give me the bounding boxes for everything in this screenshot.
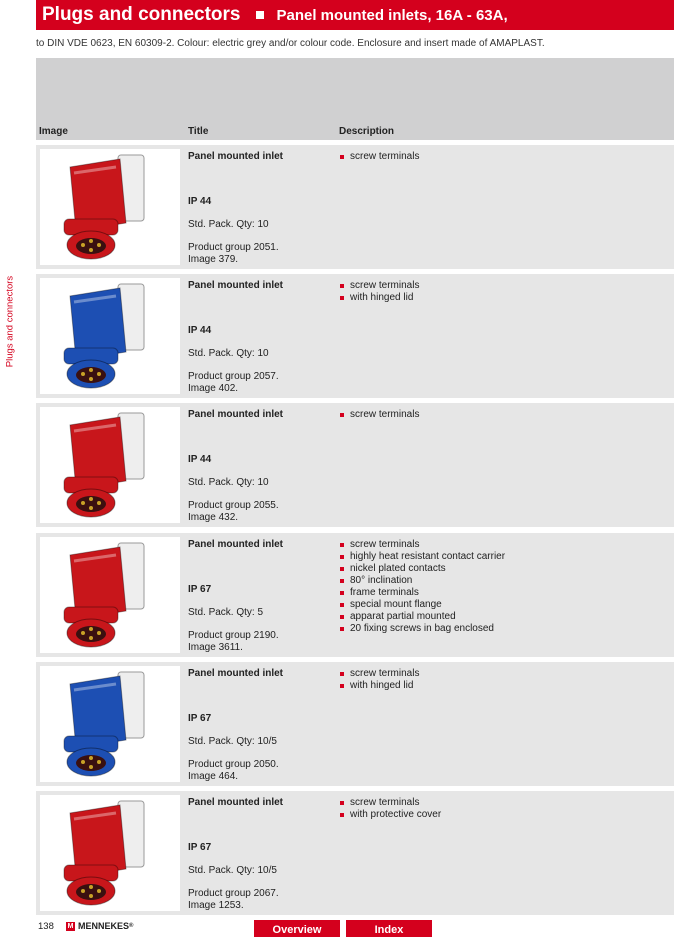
intro-text: to DIN VDE 0623, EN 60309-2. Colour: electric grey and/or colour code. Enclosure and insert made of AMAPLAST. — [36, 38, 545, 49]
description-text: apparat partial mounted — [350, 611, 456, 622]
bullet-icon — [340, 801, 344, 805]
panel-inlet-icon — [40, 795, 180, 911]
description-item — [339, 151, 419, 163]
product-title: Panel mounted inlet — [188, 409, 284, 420]
product-description — [339, 539, 505, 635]
product-ip-rating: IP 67 — [188, 713, 212, 724]
product-image-ref: Image 3611. — [188, 642, 243, 653]
product-pack-qty: Std. Pack. Qty: 10 — [188, 477, 269, 488]
product-title: Panel mounted inlet — [188, 151, 284, 162]
bullet-icon — [340, 579, 344, 583]
table-row — [36, 791, 674, 915]
panel-inlet-icon — [40, 666, 180, 782]
brand-logo-icon: M — [67, 922, 74, 930]
description-text: 20 fixing screws in bag enclosed — [350, 623, 494, 634]
description-text: screw terminals — [350, 409, 420, 420]
description-item — [339, 292, 419, 304]
header-title: Plugs and connectors — [42, 4, 241, 25]
product-group-number: Product group 2057. — [188, 371, 279, 382]
description-item — [339, 551, 505, 563]
bullet-icon — [340, 567, 344, 571]
description-text: special mount flange — [350, 599, 442, 610]
table-row — [36, 145, 674, 269]
header-band — [36, 58, 674, 122]
product-pack-qty: Std. Pack. Qty: 5 — [188, 607, 264, 618]
overview-button[interactable]: Overview — [254, 920, 340, 937]
product-group — [188, 759, 279, 783]
panel-inlet-icon — [40, 537, 180, 653]
description-item — [339, 599, 505, 611]
product-group — [188, 371, 279, 395]
product-group — [188, 242, 279, 266]
description-text: highly heat resistant contact carrier — [350, 551, 506, 562]
product-pack-qty: Std. Pack. Qty: 10/5 — [188, 865, 277, 876]
product-image-ref: Image 432. — [188, 512, 239, 523]
description-item — [339, 575, 505, 587]
product-description — [339, 280, 419, 304]
product-image-ref: Image 1253. — [188, 900, 244, 911]
description-text: nickel plated contacts — [350, 563, 446, 574]
bullet-icon — [340, 543, 344, 547]
product-ip-rating: IP 44 — [188, 454, 212, 465]
bullet-icon — [340, 684, 344, 688]
product-ip-rating: IP 67 — [188, 842, 212, 853]
bullet-icon — [340, 672, 344, 676]
bullet-icon — [340, 296, 344, 300]
product-group-number: Product group 2067. — [188, 888, 279, 899]
description-item — [339, 611, 505, 623]
description-text: with protective cover — [350, 809, 442, 820]
header-square-icon — [256, 11, 264, 19]
product-description — [339, 668, 419, 692]
product-description — [339, 409, 419, 421]
product-image — [40, 278, 180, 394]
product-group-number: Product group 2050. — [188, 759, 279, 770]
bullet-icon — [340, 591, 344, 595]
bullet-icon — [340, 627, 344, 631]
description-item — [339, 668, 419, 680]
product-group — [188, 500, 279, 524]
description-item — [339, 280, 419, 292]
side-label: Plugs and connectors — [4, 275, 16, 368]
bullet-icon — [340, 615, 344, 619]
product-pack-qty: Std. Pack. Qty: 10 — [188, 219, 269, 230]
product-title: Panel mounted inlet — [188, 539, 284, 550]
product-image-ref: Image 379. — [188, 254, 239, 265]
product-pack-qty: Std. Pack. Qty: 10/5 — [188, 736, 277, 747]
panel-inlet-icon — [40, 407, 180, 523]
page-number: 138 — [38, 921, 54, 932]
table-row — [36, 274, 674, 398]
product-group-number: Product group 2055. — [188, 500, 279, 511]
table-row — [36, 662, 674, 786]
description-text: with hinged lid — [350, 680, 414, 691]
bullet-icon — [340, 813, 344, 817]
description-item — [339, 809, 441, 821]
product-image — [40, 666, 180, 782]
description-item — [339, 797, 441, 809]
product-image-ref: Image 402. — [188, 383, 239, 394]
description-item — [339, 409, 419, 421]
product-group — [188, 630, 279, 654]
product-image — [40, 795, 180, 911]
product-image — [40, 149, 180, 265]
header-subtitle: Panel mounted inlets, 16A - 63A, — [276, 6, 508, 24]
description-text: frame terminals — [350, 587, 419, 598]
product-description — [339, 151, 419, 163]
product-group-number: Product group 2051. — [188, 242, 279, 253]
brand-name: MENNEKES — [78, 921, 130, 931]
description-text: screw terminals — [350, 668, 420, 679]
description-item — [339, 623, 505, 635]
description-item — [339, 680, 419, 692]
description-text: 80° inclination — [350, 575, 413, 586]
description-item — [339, 563, 505, 575]
table-row — [36, 403, 674, 527]
product-image — [40, 407, 180, 523]
panel-inlet-icon — [40, 149, 180, 265]
description-text: screw terminals — [350, 280, 420, 291]
description-text: screw terminals — [350, 539, 420, 550]
product-image — [40, 537, 180, 653]
column-title: Title — [188, 126, 209, 137]
product-title: Panel mounted inlet — [188, 668, 284, 679]
description-text: screw terminals — [350, 797, 420, 808]
description-item — [339, 587, 505, 599]
column-image: Image — [39, 126, 68, 137]
product-pack-qty: Std. Pack. Qty: 10 — [188, 348, 269, 359]
brand-logo: M MENNEKES ® — [67, 921, 134, 931]
description-item — [339, 539, 505, 551]
description-text: with hinged lid — [350, 292, 414, 303]
bullet-icon — [340, 284, 344, 288]
product-title: Panel mounted inlet — [188, 797, 284, 808]
panel-inlet-icon — [40, 278, 180, 394]
product-ip-rating: IP 67 — [188, 584, 212, 595]
index-button[interactable]: Index — [346, 920, 432, 937]
product-image-ref: Image 464. — [188, 771, 239, 782]
product-ip-rating: IP 44 — [188, 196, 212, 207]
bullet-icon — [340, 555, 344, 559]
bullet-icon — [340, 413, 344, 417]
bullet-icon — [340, 155, 344, 159]
page-header — [36, 0, 674, 30]
product-description — [339, 797, 441, 821]
column-description: Description — [339, 126, 395, 137]
product-group-number: Product group 2190. — [188, 630, 279, 641]
table-row — [36, 533, 674, 657]
product-group — [188, 888, 279, 912]
product-ip-rating: IP 44 — [188, 325, 212, 336]
product-title: Panel mounted inlet — [188, 280, 284, 291]
bullet-icon — [340, 603, 344, 607]
description-text: screw terminals — [350, 151, 420, 162]
column-header — [36, 122, 674, 140]
